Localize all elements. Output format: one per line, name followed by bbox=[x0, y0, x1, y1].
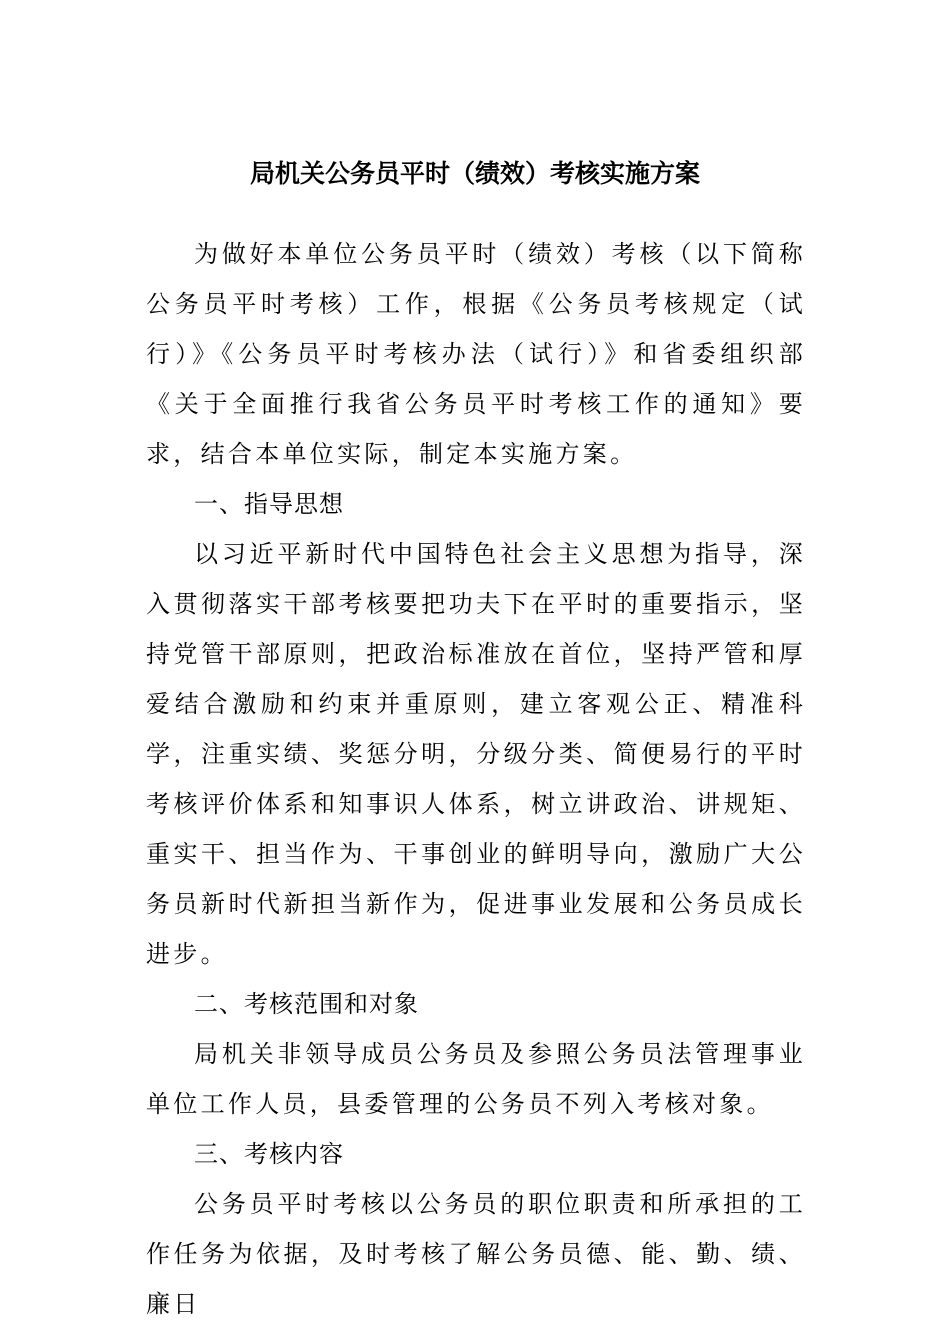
content-paragraph: 公务员平时考核以公务员的职位职责和所承担的工作任务为依据，及时考核了解公务员德、能、勤、绩、廉日 bbox=[146, 1190, 806, 1318]
intro-paragraph: 为做好本单位公务员平时（绩效）考核（以下简称公务员平时考核）工作，根据《公务员考核规定（试行）》《公务员平时考核办法（试行）》和省委组织部《关于全面推行我省公务员平时考核工作的通知》要求，结合本单位实际，制定本实施方案。 bbox=[146, 240, 806, 468]
section-heading-scope: 二、考核范围和对象 bbox=[194, 990, 419, 1018]
guiding-ideology-paragraph: 以习近平新时代中国特色社会主义思想为指导，深入贯彻落实干部考核要把功夫下在平时的重要指示，坚持党管干部原则，把政治标准放在首位，坚持严管和厚爱结合激励和约束并重原则，建立客观公正、精准科学，注重实绩、奖惩分明，分级分类、简便易行的平时考核评价体系和知事识人体系，树立讲政治、讲规矩、重实干、担当作为、干事创业的鲜明导向，激励广大公务员新时代新担当新作为，促进事业发展和公务员成长进步。 bbox=[146, 540, 806, 968]
document-title: 局机关公务员平时（绩效）考核实施方案 bbox=[249, 159, 700, 188]
section-heading-guiding-ideology: 一、指导思想 bbox=[194, 490, 344, 518]
scope-paragraph: 局机关非领导成员公务员及参照公务员法管理事业单位工作人员，县委管理的公务员不列入考核对象。 bbox=[146, 1040, 806, 1118]
document-body bbox=[146, 229, 806, 1329]
section-heading-content: 三、考核内容 bbox=[194, 1140, 344, 1168]
